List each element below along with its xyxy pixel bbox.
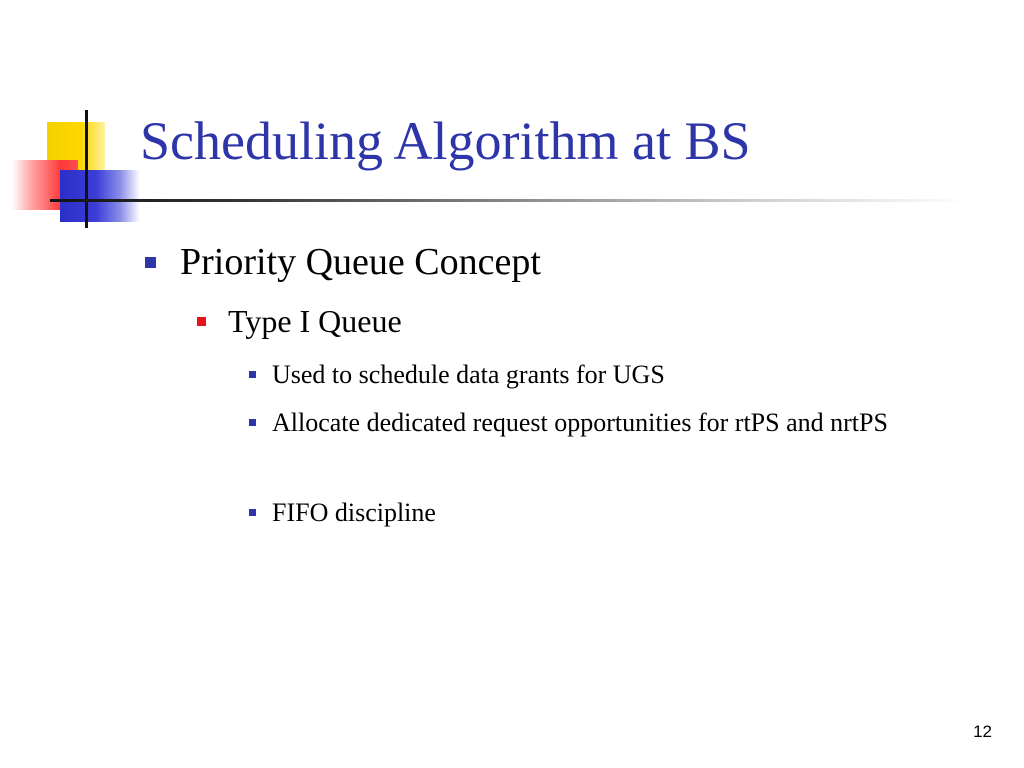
slide-title: Scheduling Algorithm at BS [140,111,751,171]
bullet-level3-item [272,404,952,442]
bullet-text: Allocate dedicated request opportunities for rtPS and nrtPS [272,408,888,437]
bullet-text: Type I Queue [228,303,402,339]
bullet-text: Used to schedule data grants for UGS [272,360,665,389]
bullet-level2-item [228,302,402,340]
bullet-text: FIFO discipline [272,498,436,527]
square-bullet-icon [249,509,256,516]
bullet-level1-item [180,240,541,284]
bullet-level3-item [272,356,952,394]
square-bullet-icon [249,371,256,378]
page-number: 12 [973,722,992,741]
square-bullet-icon [145,257,156,268]
square-bullet-icon [249,419,256,426]
square-bullet-icon [197,317,206,326]
bullet-level3-item [272,494,952,532]
bullet-text: Priority Queue Concept [180,241,541,283]
